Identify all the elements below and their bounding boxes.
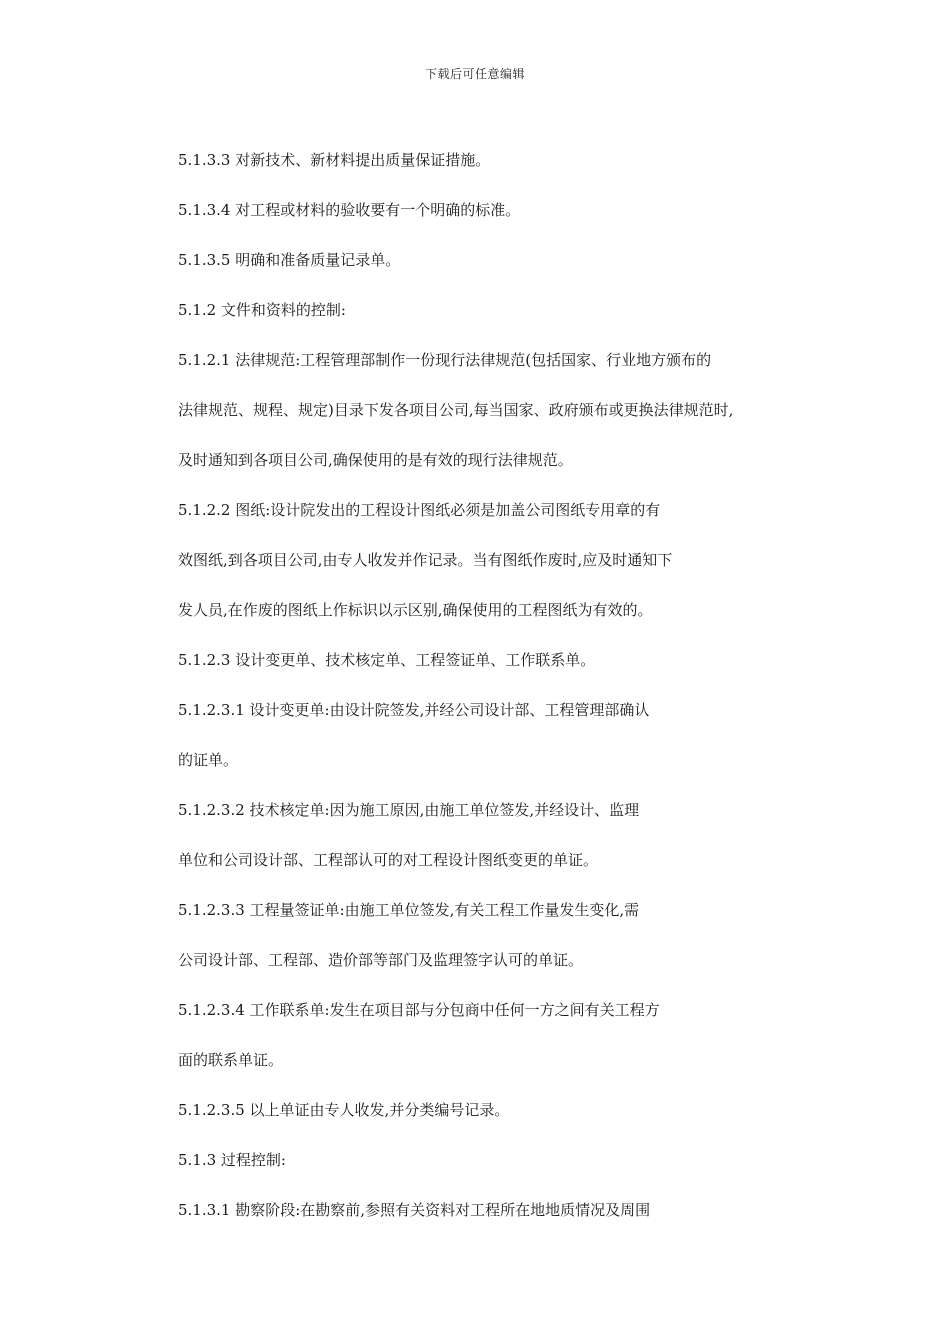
section-heading: 5.1.2 文件和资料的控制:	[178, 301, 346, 319]
paragraph-line: 5.1.2.3.1 设计变更单:由设计院签发,并经公司设计部、工程管理部确认	[178, 701, 650, 719]
paragraph-line: 5.1.3.5 明确和准备质量记录单。	[178, 251, 401, 269]
page-header	[0, 66, 950, 82]
paragraph-line: 5.1.2.3.3 工程量签证单:由施工单位签发,有关工程工作量发生变化,需	[178, 901, 640, 919]
paragraph-line: 5.1.3.3 对新技术、新材料提出质量保证措施。	[178, 151, 491, 169]
paragraph-line: 的证单。	[178, 751, 239, 769]
header-text: 下载后可任意编辑	[424, 67, 525, 81]
paragraph-line: 单位和公司设计部、工程部认可的对工程设计图纸变更的单证。	[178, 851, 599, 869]
paragraph-line: 5.1.3.4 对工程或材料的验收要有一个明确的标准。	[178, 201, 521, 219]
paragraph-line: 面的联系单证。	[178, 1051, 284, 1069]
document-body	[178, 148, 818, 1248]
paragraph-line: 5.1.2.3 设计变更单、技术核定单、工程签证单、工作联系单。	[178, 651, 596, 669]
paragraph-line: 5.1.2.3.4 工作联系单:发生在项目部与分包商中任何一方之间有关工程方	[178, 1001, 660, 1019]
paragraph-line: 5.1.2.1 法律规范:工程管理部制作一份现行法律规范(包括国家、行业地方颁布的	[178, 351, 712, 369]
paragraph-line: 及时通知到各项目公司,确保使用的是有效的现行法律规范。	[178, 451, 573, 469]
paragraph-line: 5.1.2.3.5 以上单证由专人收发,并分类编号记录。	[178, 1101, 510, 1119]
section-heading: 5.1.3 过程控制:	[178, 1151, 286, 1169]
paragraph-line: 5.1.3.1 勘察阶段:在勘察前,参照有关资料对工程所在地地质情况及周围	[178, 1201, 651, 1219]
paragraph-line: 发人员,在作废的图纸上作标识以示区别,确保使用的工程图纸为有效的。	[178, 601, 653, 619]
paragraph-line: 5.1.2.2 图纸:设计院发出的工程设计图纸必须是加盖公司图纸专用章的有	[178, 501, 661, 519]
paragraph-line: 5.1.2.3.2 技术核定单:因为施工原因,由施工单位签发,并经设计、监理	[178, 801, 640, 819]
paragraph-line: 法律规范、规程、规定)目录下发各项目公司,每当国家、政府颁布或更换法律规范时,	[178, 401, 734, 419]
paragraph-line: 公司设计部、工程部、造价部等部门及监理签字认可的单证。	[178, 951, 584, 969]
paragraph-line: 效图纸,到各项目公司,由专人收发并作记录。当有图纸作废时,应及时通知下	[178, 551, 673, 569]
